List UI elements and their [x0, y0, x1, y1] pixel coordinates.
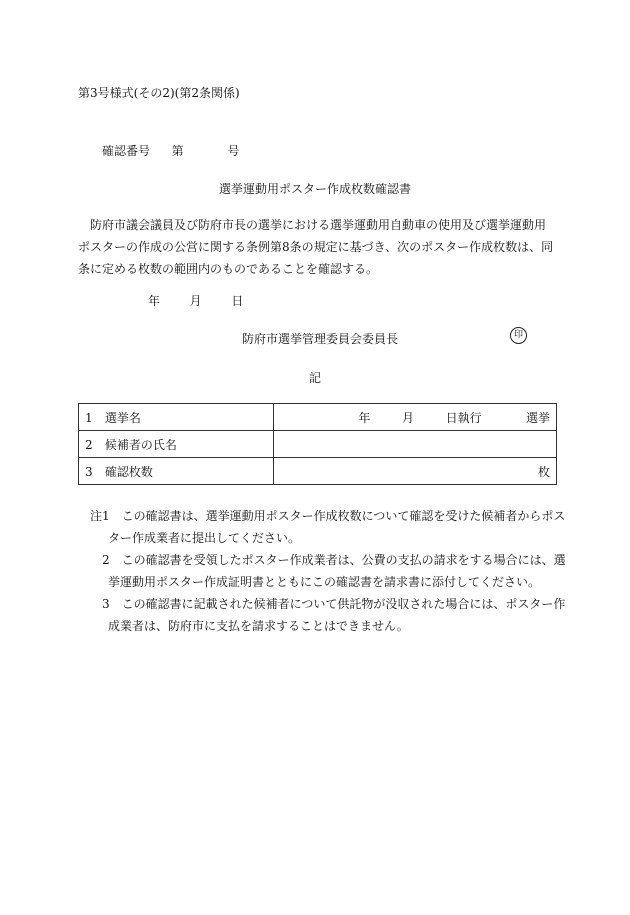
notes	[90, 505, 566, 637]
table-row	[79, 404, 557, 431]
table-label-cell	[79, 458, 274, 485]
election-year: 年	[358, 410, 371, 425]
date-year: 年	[148, 294, 161, 308]
confirmation-number	[102, 142, 239, 159]
note-line: 2 この確認書を受領したポスター作成業者は、公費の支払の請求をする場合には、選	[90, 553, 566, 567]
body-paragraph	[78, 214, 556, 280]
date-month: 月	[189, 294, 202, 308]
confirmation-number-prefix: 第	[171, 144, 184, 158]
body-line: 防府市議会議員及び防府市長の選挙における選挙運動用自動車の使用及び選挙運動用	[78, 218, 547, 232]
table-label-cell	[79, 431, 274, 458]
body-line: ポスターの作成の公営に関する条例第8条の規定に基づき、次のポスター作成枚数は、同	[78, 240, 554, 254]
row-number: 2	[85, 437, 93, 452]
committee-chair: 防府市選挙管理委員会委員長	[242, 332, 399, 346]
election-date	[358, 409, 481, 426]
date-day: 日	[231, 294, 244, 308]
table-value-cell[interactable]	[274, 431, 557, 458]
confirmation-number-suffix: 号	[227, 144, 240, 158]
note-line: 挙運動用ポスター作成証明書とともにこの確認書を請求書に添付してください。	[108, 575, 541, 589]
date-line	[148, 292, 243, 309]
table-value-cell[interactable]	[274, 404, 557, 431]
table-row	[79, 431, 557, 458]
note-line: 成業者は、防府市に支払を請求することはできません。	[108, 619, 409, 633]
table-row	[79, 458, 557, 485]
election-suffix: 選挙	[525, 410, 550, 425]
note-line: 3 この確認書に記載された候補者について供託物が没収された場合には、ポスター作	[90, 597, 566, 611]
election-month: 月	[401, 410, 414, 425]
row-label: 確認枚数	[104, 464, 153, 479]
table-label-cell	[79, 404, 274, 431]
body-line: 条に定める枚数の範囲内のものであることを確認する。	[78, 262, 379, 276]
note-line: 注1 この確認書は、選挙運動用ポスター作成枚数について確認を受けた候補者からポス	[90, 509, 566, 523]
table-value-cell[interactable]: 枚	[274, 458, 557, 485]
confirmation-number-label: 確認番号	[102, 144, 151, 158]
election-day: 日執行	[445, 410, 482, 425]
form-number: 第3号様式(その2)(第2条関係)	[78, 86, 240, 100]
note-line: ター作成業者に提出してください。	[108, 531, 301, 545]
row-number: 1	[85, 410, 93, 425]
seal-mark: 印	[510, 327, 527, 344]
ki-heading: 記	[308, 371, 321, 385]
items-table	[78, 403, 557, 485]
row-number: 3	[85, 464, 93, 479]
row-label: 候補者の氏名	[104, 437, 177, 452]
row-label: 選挙名	[104, 410, 141, 425]
document-title: 選挙運動用ポスター作成枚数確認書	[218, 182, 411, 196]
